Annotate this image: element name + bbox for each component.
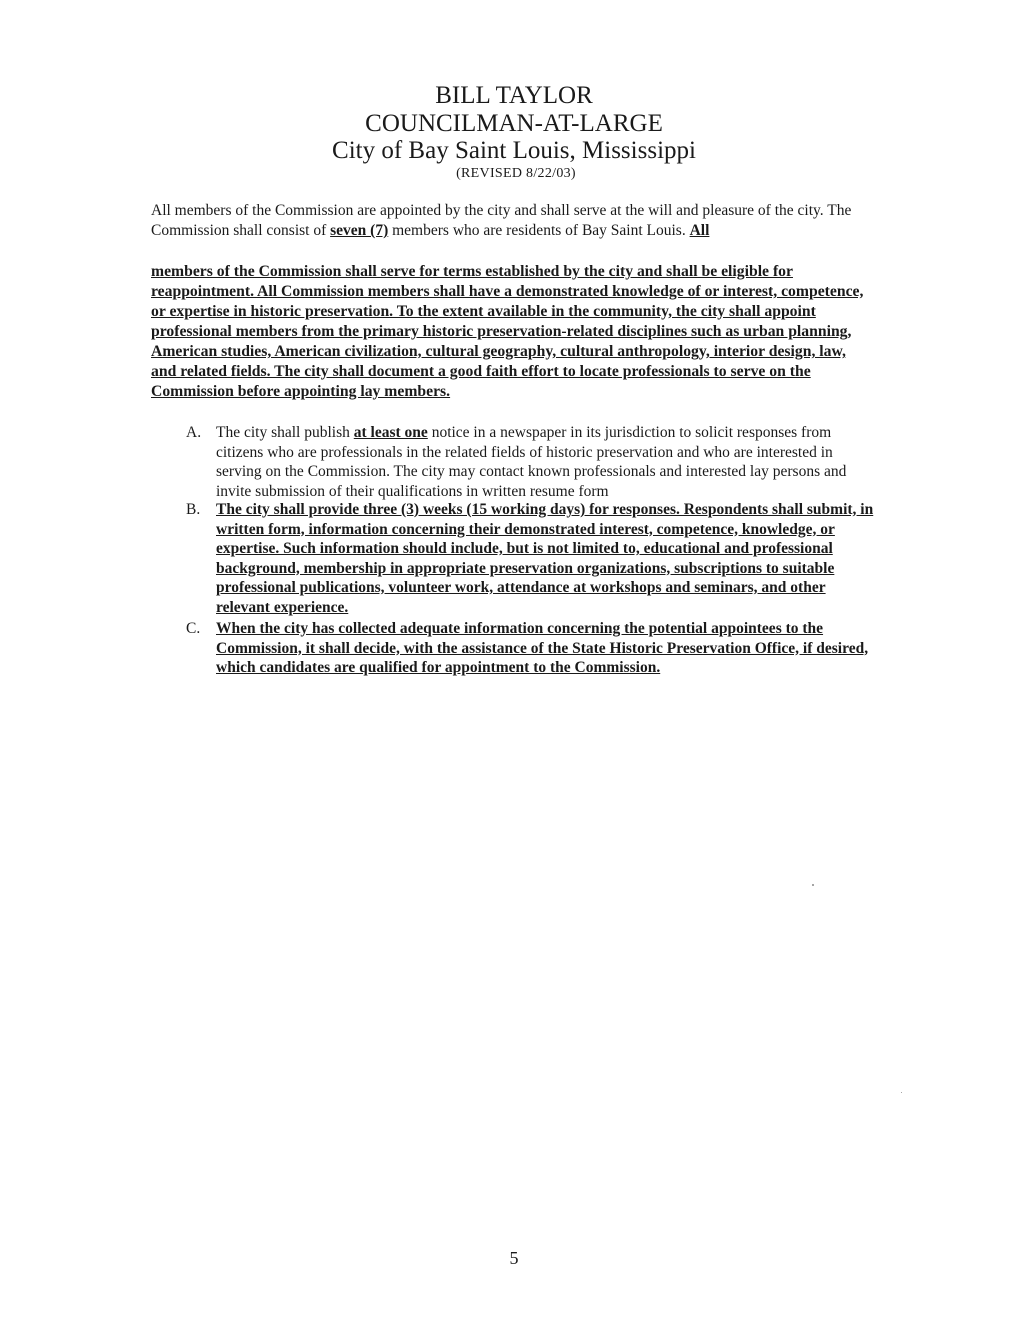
author-title: COUNCILMAN-AT-LARGE — [365, 110, 663, 137]
scan-speck — [901, 1092, 902, 1093]
intro-paragraph — [151, 201, 871, 241]
list-body-b: The city shall provide three (3) weeks (15 working days) for responses. Respondents shall submit, in written form, information concerning their demonstrated interest, competence, knowledge, or expertise. Such information should include, but is not limited to, educational and professional background, membership in appropriate preservation organizations, subscriptions to suitable professional publications, volunteer work, attendance at workshops and seminars, and other relevant experience. — [216, 501, 874, 616]
author-name: BILL TAYLOR — [435, 82, 593, 109]
list-marker-a: A. — [186, 424, 202, 441]
city-heading: City of Bay Saint Louis, Mississippi — [332, 137, 696, 164]
list-marker-c: C. — [186, 620, 201, 637]
revision-date: (REVISED 8/22/03) — [456, 166, 576, 181]
list-item-b — [186, 500, 886, 617]
list-body-c: When the city has collected adequate information concerning the potential appointees to the Commission, it shall decide, with the assistance of the State Historic Preservation Office, if desired, which candidates are qualified for appointment to the Commission. — [216, 620, 869, 676]
page-number: 5 — [509, 1248, 519, 1268]
item-a-text-2: notice in a newspaper in its jurisdiction to solicit responses from citizens who are professionals in the related fields of historic preservation and who are interested in serving on the Commission. The city may contact known professionals and interested lay persons and invite submission of their qualifications in written resume form — [216, 424, 847, 500]
intro-text-1: All members of the Commission are appointed by the city and shall serve at the will and pleasure of the city. The Commission shall consist of — [151, 202, 852, 239]
list-item-c — [186, 619, 886, 678]
scan-speck — [812, 884, 814, 886]
intro-text-2: members who are residents of Bay Saint Louis. — [388, 222, 690, 239]
intro-emphasis: seven (7) — [330, 222, 389, 239]
item-a-text-1: The city shall publish — [216, 424, 354, 441]
list-marker-b: B. — [186, 501, 201, 518]
list-item-a — [186, 423, 886, 501]
item-a-emphasis: at least one — [353, 424, 428, 441]
list-body-a — [216, 423, 876, 501]
intro-tail: All — [689, 222, 710, 239]
amendment-paragraph: members of the Commission shall serve for terms established by the city and shall be eligible for reappointment. All Commission members shall have a demonstrated knowledge of or interest, competence, or expertise in historic preservation. To the extent available in the community, the city shall appoint professional members from the primary historic preservation-related disciplines such as urban planning, American studies, American civilization, cultural geography, cultural anthropology, interior design, law, and related fields. The city shall document a good faith effort to locate professionals to serve on the Commission before appointing lay members. — [151, 263, 864, 400]
